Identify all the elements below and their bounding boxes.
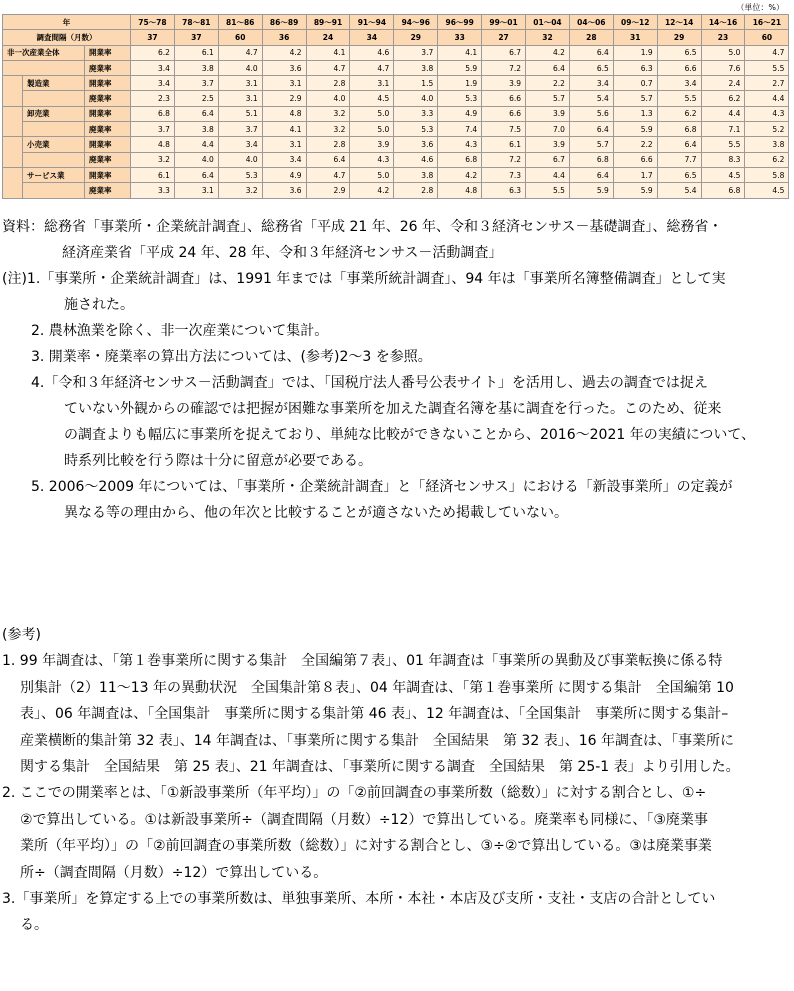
- rate-value: 5.7: [569, 137, 613, 152]
- rate-value: 1.3: [613, 106, 657, 121]
- reference-title: (参考): [2, 627, 41, 643]
- year-cell: 16～21: [745, 15, 789, 30]
- rate-value: 3.4: [657, 76, 701, 91]
- rate-value: 5.9: [569, 183, 613, 198]
- rate-value: 4.3: [438, 137, 482, 152]
- months-cell: 60: [218, 30, 262, 45]
- rate-value: 2.7: [745, 76, 789, 91]
- table-row: [3, 60, 789, 75]
- source-line: 資料：総務省「事業所・企業統計調査」、総務省「平成 21 年、26 年、令和３経済センサス－基礎調査」、総務省・: [2, 219, 723, 235]
- rate-value: 6.2: [701, 91, 745, 106]
- group-label: 製造業: [23, 76, 85, 91]
- rate-value: 3.4: [262, 152, 306, 167]
- rate-value: 4.2: [526, 45, 570, 60]
- rate-value: 6.4: [526, 60, 570, 75]
- rate-value: 6.7: [482, 45, 526, 60]
- table-row: [3, 183, 789, 198]
- rate-value: 4.2: [438, 167, 482, 182]
- rate-value: 6.6: [613, 152, 657, 167]
- months-cell: 60: [745, 30, 789, 45]
- note-1-cont: 施された。: [64, 297, 134, 313]
- rate-value: 4.5: [701, 167, 745, 182]
- rate-value: 7.2: [482, 152, 526, 167]
- reference-1-cont: 産業横断的集計第 32 表」、14 年調査は、「事業所に関する集計 全国結果 第 32 表」、16 年調査は、「事業所に: [20, 732, 734, 749]
- months-cell: 33: [438, 30, 482, 45]
- group-label-blank: [3, 60, 85, 75]
- note-4-cont: ていない外観からの確認では把握が困難な事業所を加えた調査名簿を基に調査を行った。このため、従来: [64, 401, 722, 417]
- year-cell: 04～06: [569, 15, 613, 30]
- rate-value: 4.6: [350, 45, 394, 60]
- rate-value: 5.3: [218, 167, 262, 182]
- reference-1-cont: 表」、06 年調査は、「全国集計 事業所に関する集計第 46 表」、12 年調査は、「全国集計 事業所に関する集計–: [20, 706, 729, 723]
- rate-value: 3.4: [131, 76, 175, 91]
- rate-value: 4.1: [262, 122, 306, 137]
- business-rate-table: [2, 14, 789, 199]
- rate-value: 1.9: [613, 45, 657, 60]
- rate-value: 5.4: [657, 183, 701, 198]
- rate-value: 4.4: [701, 106, 745, 121]
- rate-value: 3.8: [174, 122, 218, 137]
- rate-value: 6.5: [657, 45, 701, 60]
- rate-value: 3.2: [306, 122, 350, 137]
- rate-value: 4.0: [218, 60, 262, 75]
- rate-value: 2.9: [306, 183, 350, 198]
- rate-value: 3.2: [131, 152, 175, 167]
- table-row: [3, 137, 789, 152]
- note-1: (注)1.「事業所・企業統計調査」は、1991 年までは「事業所統計調査」、94 年は「事業所名簿整備調査」として実: [2, 271, 726, 287]
- rate-value: 4.0: [306, 91, 350, 106]
- rate-value: 3.4: [131, 60, 175, 75]
- rate-value: 5.0: [350, 167, 394, 182]
- rate-value: 1.5: [394, 76, 438, 91]
- interval-header-row: [3, 30, 789, 45]
- rate-value: 2.8: [306, 137, 350, 152]
- months-cell: 37: [174, 30, 218, 45]
- rate-value: 7.3: [482, 167, 526, 182]
- months-cell: 36: [262, 30, 306, 45]
- rate-value: 6.6: [657, 60, 701, 75]
- rate-value: 6.4: [569, 167, 613, 182]
- rate-value: 4.4: [174, 137, 218, 152]
- rate-value: 3.3: [394, 106, 438, 121]
- rate-value: 5.9: [613, 122, 657, 137]
- rate-value: 6.2: [131, 45, 175, 60]
- note-5: 5. 2006～2009 年については、「事業所・企業統計調査」と「経済センサス」における「新設事業所」の定義が: [31, 479, 733, 495]
- rate-value: 3.8: [394, 60, 438, 75]
- rate-value: 6.2: [745, 152, 789, 167]
- months-cell: 34: [350, 30, 394, 45]
- table-row: [3, 45, 789, 60]
- rate-label: 開業率: [85, 167, 131, 182]
- year-cell: 78～81: [174, 15, 218, 30]
- table-row: [3, 106, 789, 121]
- rate-value: 5.0: [350, 122, 394, 137]
- source-line: 経済産業省「平成 24 年、28 年、令和３年経済センサス－活動調査」: [62, 245, 503, 261]
- group-label: 非一次産業全体: [3, 45, 85, 60]
- months-cell: 32: [526, 30, 570, 45]
- rate-value: 4.7: [306, 60, 350, 75]
- note-5-cont: 異なる等の理由から、他の年次と比較することが適さないため掲載していない。: [64, 505, 568, 521]
- rate-value: 2.5: [174, 91, 218, 106]
- rate-value: 3.6: [262, 60, 306, 75]
- rate-label: 廃業率: [85, 152, 131, 167]
- interval-header: 調査間隔（月数）: [3, 30, 131, 45]
- rate-label: 廃業率: [85, 122, 131, 137]
- table-row: [3, 76, 789, 91]
- rate-value: 6.4: [569, 122, 613, 137]
- group-label: 小売業: [23, 137, 85, 152]
- year-cell: 86～89: [262, 15, 306, 30]
- indent-cell: [3, 137, 23, 168]
- rate-label: 開業率: [85, 76, 131, 91]
- months-cell: 31: [613, 30, 657, 45]
- rate-value: 4.2: [262, 45, 306, 60]
- rate-value: 3.1: [262, 76, 306, 91]
- note-4: 4.「令和３年経済センサス－活動調査」では、「国税庁法人番号公表サイト」を活用し、過去の調査では捉え: [31, 375, 708, 391]
- rate-value: 3.9: [482, 76, 526, 91]
- rate-value: 5.5: [526, 183, 570, 198]
- months-cell: 23: [701, 30, 745, 45]
- rate-label: 開業率: [85, 137, 131, 152]
- table-row: [3, 152, 789, 167]
- rate-value: 3.6: [262, 183, 306, 198]
- rate-value: 0.7: [613, 76, 657, 91]
- rate-value: 6.8: [569, 152, 613, 167]
- group-label-blank: [23, 152, 85, 167]
- rate-value: 6.1: [174, 45, 218, 60]
- rate-label: 廃業率: [85, 60, 131, 75]
- rate-value: 4.6: [394, 152, 438, 167]
- group-label: 卸売業: [23, 106, 85, 121]
- rate-value: 5.1: [218, 106, 262, 121]
- reference-1-cont: 別集計（2）11～13 年の異動状況 全国集計第８表」、04 年調査は、「第１巻事業所 に関する集計 全国編第 10: [20, 679, 734, 696]
- rate-value: 6.1: [131, 167, 175, 182]
- rate-value: 2.3: [131, 91, 175, 106]
- rate-label: 開業率: [85, 106, 131, 121]
- indent-cell: [3, 76, 23, 107]
- rate-value: 4.0: [394, 91, 438, 106]
- rate-value: 4.0: [174, 152, 218, 167]
- rate-value: 3.1: [174, 183, 218, 198]
- table-body: [3, 45, 789, 198]
- rate-value: 3.8: [174, 60, 218, 75]
- rate-value: 6.1: [482, 137, 526, 152]
- rate-value: 2.8: [306, 76, 350, 91]
- rate-value: 4.7: [218, 45, 262, 60]
- rate-value: 6.6: [482, 91, 526, 106]
- rate-value: 3.1: [218, 91, 262, 106]
- reference-2-cont: 業所（年平均）」の「②前回調査の事業所数（総数）」に対する割合とし、③÷②で算出している。③は廃業事業: [20, 838, 712, 855]
- rate-value: 3.9: [526, 106, 570, 121]
- rate-value: 2.2: [613, 137, 657, 152]
- rate-value: 7.4: [438, 122, 482, 137]
- rate-value: 5.5: [701, 137, 745, 152]
- year-header-row: [3, 15, 789, 30]
- rate-value: 5.3: [438, 91, 482, 106]
- months-cell: 29: [657, 30, 701, 45]
- year-cell: 94～96: [394, 15, 438, 30]
- rate-value: 6.4: [306, 152, 350, 167]
- rate-value: 3.9: [526, 137, 570, 152]
- rate-value: 5.0: [350, 106, 394, 121]
- rate-value: 6.4: [657, 137, 701, 152]
- rate-value: 6.3: [613, 60, 657, 75]
- rate-value: 6.7: [526, 152, 570, 167]
- unit-label: （単位：%）: [736, 3, 784, 12]
- year-cell: 09～12: [613, 15, 657, 30]
- rate-value: 4.1: [438, 45, 482, 60]
- reference-1: 1. 99 年調査は、「第１巻事業所に関する集計 全国編第７表」、01 年調査は「事業所の異動及び事業転換に係る特: [2, 653, 723, 670]
- rate-value: 3.3: [131, 183, 175, 198]
- rate-value: 5.8: [745, 167, 789, 182]
- rate-value: 4.3: [350, 152, 394, 167]
- rate-value: 3.7: [218, 122, 262, 137]
- reference-2-cont: ②で算出している。①は新設事業所÷（調査間隔（月数）÷12）で算出している。廃業率も同様に、「③廃業事: [20, 811, 708, 828]
- rate-value: 6.5: [569, 60, 613, 75]
- year-cell: 89～91: [306, 15, 350, 30]
- rate-value: 4.5: [745, 183, 789, 198]
- rate-value: 2.4: [701, 76, 745, 91]
- rate-value: 3.4: [218, 137, 262, 152]
- rate-value: 4.7: [745, 45, 789, 60]
- rate-value: 4.2: [350, 183, 394, 198]
- rate-value: 5.7: [613, 91, 657, 106]
- rate-value: 1.7: [613, 167, 657, 182]
- rate-value: 3.6: [394, 137, 438, 152]
- indent-cell: [3, 167, 23, 198]
- rate-value: 6.8: [701, 183, 745, 198]
- rate-value: 5.9: [438, 60, 482, 75]
- months-cell: 37: [131, 30, 175, 45]
- indent-cell: [3, 106, 23, 137]
- rate-value: 4.8: [131, 137, 175, 152]
- rate-value: 6.8: [657, 122, 701, 137]
- rate-value: 2.2: [526, 76, 570, 91]
- months-cell: 28: [569, 30, 613, 45]
- group-label: サービス業: [23, 167, 85, 182]
- rate-value: 4.3: [745, 106, 789, 121]
- year-cell: 99～01: [482, 15, 526, 30]
- rate-value: 5.2: [745, 122, 789, 137]
- rate-value: 4.7: [306, 167, 350, 182]
- group-label-blank: [23, 183, 85, 198]
- year-cell: 96～99: [438, 15, 482, 30]
- year-cell: 01～04: [526, 15, 570, 30]
- reference-2: 2. ここでの開業率とは、「①新設事業所（年平均）」の「②前回調査の事業所数（総数）」に対する割合とし、①÷: [2, 785, 707, 802]
- rate-value: 3.7: [174, 76, 218, 91]
- year-cell: 91～94: [350, 15, 394, 30]
- rate-value: 4.7: [350, 60, 394, 75]
- rate-value: 6.8: [131, 106, 175, 121]
- rate-value: 5.9: [613, 183, 657, 198]
- rate-value: 3.7: [394, 45, 438, 60]
- note-2: 2. 農林漁業を除く、非一次産業について集計。: [31, 323, 329, 339]
- table-row: [3, 167, 789, 182]
- reference-3: 3.「事業所」を算定する上での事業所数は、単独事業所、本所・本社・本店及び支所・支社・支店の合計としてい: [2, 891, 716, 908]
- rate-value: 5.4: [569, 91, 613, 106]
- rate-value: 3.4: [569, 76, 613, 91]
- rate-value: 6.5: [657, 167, 701, 182]
- rate-label: 廃業率: [85, 91, 131, 106]
- rate-value: 6.8: [438, 152, 482, 167]
- rate-value: 5.7: [526, 91, 570, 106]
- rate-value: 6.4: [569, 45, 613, 60]
- year-cell: 12～14: [657, 15, 701, 30]
- year-cell: 14～16: [701, 15, 745, 30]
- rate-value: 4.1: [306, 45, 350, 60]
- rate-label: 開業率: [85, 45, 131, 60]
- rate-value: 4.4: [526, 167, 570, 182]
- rate-value: 7.7: [657, 152, 701, 167]
- year-header: 年: [3, 15, 131, 30]
- table-row: [3, 122, 789, 137]
- rate-value: 3.1: [350, 76, 394, 91]
- rate-value: 7.5: [482, 122, 526, 137]
- months-cell: 24: [306, 30, 350, 45]
- rate-label: 廃業率: [85, 183, 131, 198]
- rate-value: 3.7: [131, 122, 175, 137]
- rate-value: 8.3: [701, 152, 745, 167]
- rate-value: 2.8: [394, 183, 438, 198]
- rate-value: 3.8: [745, 137, 789, 152]
- group-label-blank: [23, 122, 85, 137]
- rate-value: 7.6: [701, 60, 745, 75]
- note-3: 3. 開業率・廃業率の算出方法については、(参考)2～3 を参照。: [31, 349, 432, 365]
- rate-value: 4.0: [218, 152, 262, 167]
- rate-value: 5.3: [394, 122, 438, 137]
- rate-value: 4.9: [438, 106, 482, 121]
- reference-section: [2, 622, 792, 939]
- rate-value: 7.1: [701, 122, 745, 137]
- rate-value: 6.3: [482, 183, 526, 198]
- rate-value: 3.9: [350, 137, 394, 152]
- rate-value: 4.4: [745, 91, 789, 106]
- group-label-blank: [23, 91, 85, 106]
- reference-1-cont: 関する集計 全国結果 第 25 表」、21 年調査は、「事業所に関する調査 全国結果 第 25-1 表」より引用した。: [20, 759, 740, 776]
- rate-value: 7.2: [482, 60, 526, 75]
- rate-value: 3.1: [218, 76, 262, 91]
- rate-value: 3.1: [262, 137, 306, 152]
- rate-value: 3.2: [306, 106, 350, 121]
- rate-value: 6.4: [174, 106, 218, 121]
- reference-3-cont: る。: [20, 917, 48, 934]
- note-4-cont: の調査よりも幅広に事業所を捉えており、単純な比較ができないことから、2016～2021 年の実績について、: [64, 427, 756, 443]
- year-cell: 81～86: [218, 15, 262, 30]
- rate-value: 4.9: [262, 167, 306, 182]
- rate-value: 4.8: [438, 183, 482, 198]
- reference-2-cont: 所÷（調査間隔（月数）÷12）で算出している。: [20, 864, 328, 881]
- months-cell: 29: [394, 30, 438, 45]
- rate-value: 5.6: [569, 106, 613, 121]
- year-cell: 75～78: [131, 15, 175, 30]
- months-cell: 27: [482, 30, 526, 45]
- table-row: [3, 91, 789, 106]
- rate-value: 6.2: [657, 106, 701, 121]
- rate-value: 4.8: [262, 106, 306, 121]
- rate-value: 1.9: [438, 76, 482, 91]
- rate-value: 6.4: [174, 167, 218, 182]
- rate-value: 5.5: [745, 60, 789, 75]
- rate-value: 5.5: [657, 91, 701, 106]
- source-and-notes: [2, 214, 792, 526]
- rate-value: 2.9: [262, 91, 306, 106]
- rate-value: 5.0: [701, 45, 745, 60]
- rate-value: 3.8: [394, 167, 438, 182]
- rate-value: 7.0: [526, 122, 570, 137]
- rate-value: 3.2: [218, 183, 262, 198]
- rate-value: 6.6: [482, 106, 526, 121]
- rate-value: 4.5: [350, 91, 394, 106]
- note-4-cont: 時系列比較を行う際は十分に留意が必要である。: [64, 453, 372, 469]
